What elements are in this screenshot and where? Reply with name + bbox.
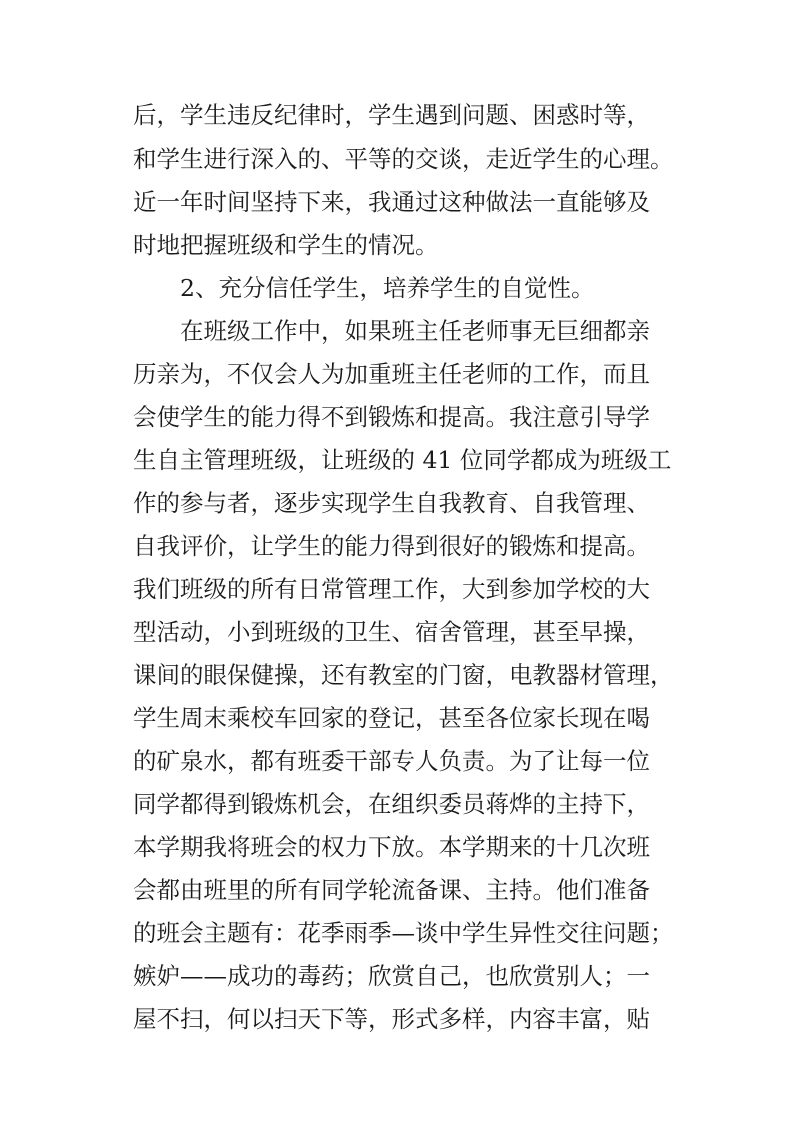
text-line: 和学生进行深入的、平等的交谈，走近学生的心理。 [133, 145, 674, 173]
text-line: 近一年时间坚持下来，我通过这种做法一直能够及 [133, 188, 650, 216]
text-line: 生自主管理班级，让班级的 41 位同学都成为班级工 [133, 446, 672, 474]
text-line: 会使学生的能力得不到锻炼和提高。我注意引导学 [133, 403, 650, 431]
text-line: 我们班级的所有日常管理工作，大到参加学校的大 [133, 575, 650, 603]
text-line: 学生周末乘校车回家的登记，甚至各位家长现在喝 [133, 704, 650, 732]
text-line: 后，学生违反纪律时，学生遇到问题、困惑时等， [133, 101, 650, 129]
text-line: 本学期我将班会的权力下放。本学期来的十几次班 [133, 833, 650, 861]
text-line: 同学都得到锻炼机会，在组织委员蒋烨的主持下， [133, 790, 650, 818]
text-line: 在班级工作中，如果班主任老师事无巨细都亲 [180, 317, 650, 345]
text-line: 屋不扫，何以扫天下等，形式多样，内容丰富，贴 [133, 1005, 650, 1033]
text-line: 作的参与者，逐步实现学生自我教育、自我管理、 [133, 489, 650, 517]
text-line: 嫉妒——成功的毒药；欣赏自己，也欣赏别人；一 [133, 962, 650, 990]
text-line: 历亲为，不仅会人为加重班主任老师的工作，而且 [133, 360, 650, 388]
text-line: 会都由班里的所有同学轮流备课、主持。他们准备 [133, 876, 650, 904]
text-line: 自我评价，让学生的能力得到很好的锻炼和提高。 [133, 532, 650, 560]
section-heading: 2、充分信任学生，培养学生的自觉性。 [180, 274, 595, 302]
text-line: 的班会主题有：花季雨季—谈中学生异性交往问题； [133, 919, 674, 947]
text-line: 时地把握班级和学生的情况。 [133, 231, 439, 259]
text-line: 课间的眼保健操，还有教室的门窗，电教器材管理， [133, 661, 674, 689]
text-line: 型活动，小到班级的卫生、宿舍管理，甚至早操， [133, 618, 650, 646]
text-line: 的矿泉水，都有班委干部专人负责。为了让每一位 [133, 747, 650, 775]
